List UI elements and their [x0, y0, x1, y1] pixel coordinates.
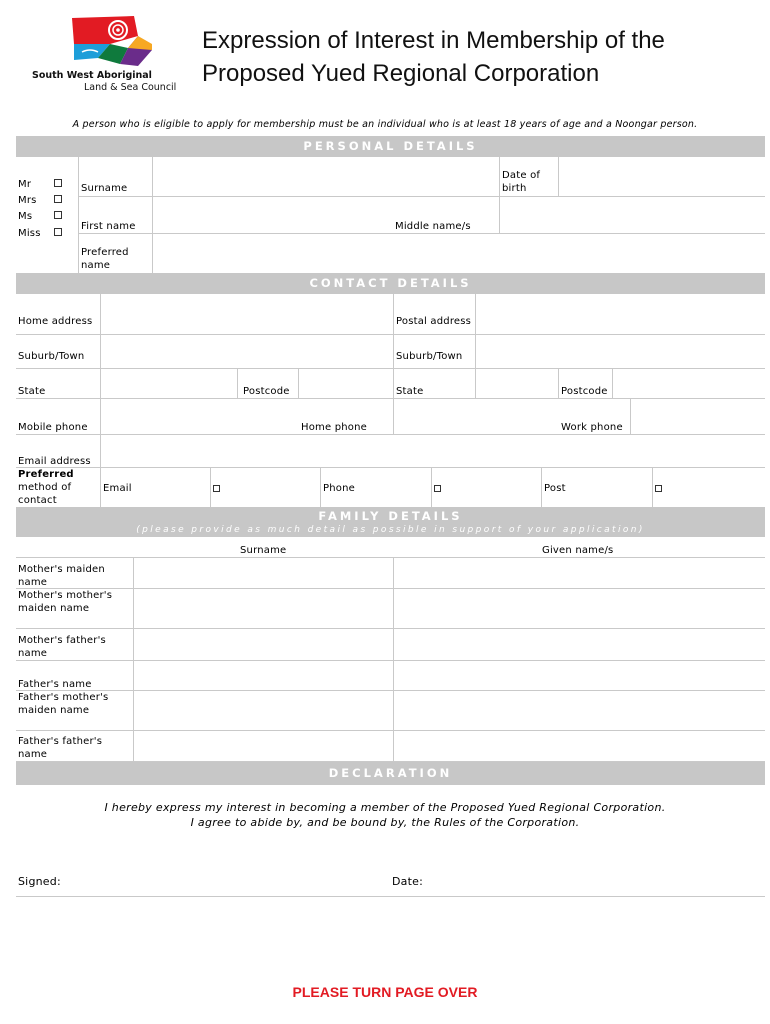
title-miss-checkbox[interactable] [54, 228, 62, 236]
family-row-label: Father's father's name [18, 736, 103, 760]
contact-details-header: CONTACT DETAILS [16, 273, 765, 294]
fathers-mother-surname-field[interactable] [134, 691, 393, 730]
fathers-name-given-field[interactable] [394, 661, 765, 690]
middle-name-label: Middle name/s [395, 221, 471, 232]
declaration-line2: I agree to abide by, and be bound by, the Rules of the Corporation. [190, 816, 580, 829]
email-address-label: Email address [18, 456, 91, 467]
method-phone-checkbox[interactable] [434, 485, 441, 492]
org-logo [28, 14, 188, 98]
preferred-contact-label-rest: method of contact [18, 482, 72, 506]
mobile-phone-label: Mobile phone [18, 422, 88, 433]
grid-line [210, 467, 211, 507]
suburb-field[interactable] [101, 335, 393, 368]
first-name-label: First name [81, 221, 136, 232]
home-phone-field[interactable] [394, 399, 558, 434]
mothers-maiden-surname-field[interactable] [134, 558, 393, 588]
dob-field[interactable] [559, 158, 765, 196]
postcode-field[interactable] [299, 369, 393, 398]
signature-line [16, 896, 765, 897]
title-ms-checkbox[interactable] [54, 211, 62, 219]
postcode-label: Postcode [243, 386, 290, 397]
family-details-title: FAMILY DETAILS [318, 509, 463, 523]
preferred-contact-label-bold: Preferred [18, 469, 74, 480]
title-mrs-label: Mrs [18, 195, 37, 206]
postal-postcode-field[interactable] [613, 369, 765, 398]
org-name-line1: South West Aboriginal [32, 70, 152, 81]
page-title-line2: Proposed Yued Regional Corporation [202, 60, 600, 87]
family-row-label: Father's mother's maiden name [18, 692, 109, 716]
home-phone-label: Home phone [301, 422, 368, 433]
org-name-line2: Land & Sea Council [84, 82, 177, 93]
title-ms-label: Ms [18, 211, 33, 222]
middle-name-field[interactable] [500, 197, 765, 233]
page-title [202, 24, 665, 90]
signed-label: Signed: [18, 875, 61, 888]
work-phone-field[interactable] [631, 399, 765, 434]
signature-field[interactable] [70, 866, 380, 894]
date-label: Date: [392, 875, 423, 888]
postal-state-field[interactable] [476, 369, 558, 398]
fathers-father-surname-field[interactable] [134, 731, 393, 761]
turn-page-notice: PLEASE TURN PAGE OVER [292, 984, 478, 1000]
home-address-field[interactable] [101, 295, 393, 334]
declaration-header: DECLARATION [16, 762, 765, 785]
method-phone-label: Phone [323, 483, 355, 494]
family-details-subtitle: (please provide as much detail as possible in support of your application) [136, 525, 645, 535]
mothers-mother-given-field[interactable] [394, 589, 765, 628]
grid-line [541, 467, 542, 507]
org-name [32, 70, 176, 94]
fathers-mother-given-field[interactable] [394, 691, 765, 730]
family-row-label: Mother's mother's maiden name [18, 590, 113, 614]
preferred-name-label: Preferred name [81, 247, 129, 271]
work-phone-label: Work phone [561, 422, 623, 433]
method-email-checkbox[interactable] [213, 485, 220, 492]
logo-mark-icon [68, 14, 188, 70]
method-post-label: Post [544, 483, 566, 494]
postal-address-field[interactable] [476, 295, 765, 334]
surname-label: Surname [81, 183, 128, 194]
family-row-label: Father's name [18, 679, 92, 690]
mothers-mother-surname-field[interactable] [134, 589, 393, 628]
fathers-father-given-field[interactable] [394, 731, 765, 761]
grid-line [652, 467, 653, 507]
eligibility-note: A person who is eligible to apply for membership must be an individual who is at least 18 years of age and a Noongar person. [72, 119, 698, 130]
family-row-label: Mother's maiden name [18, 564, 105, 588]
postal-address-label: Postal address [396, 316, 472, 327]
mothers-father-surname-field[interactable] [134, 629, 393, 660]
family-col-given-names: Given name/s [542, 545, 614, 556]
dob-label: Date of birth [502, 170, 541, 194]
personal-details-header: PERSONAL DETAILS [16, 136, 765, 157]
grid-line [320, 467, 321, 507]
method-email-label: Email [103, 483, 132, 494]
postal-suburb-field[interactable] [476, 335, 765, 368]
title-mr-label: Mr [18, 179, 32, 190]
family-row-label: Mother's father's name [18, 635, 106, 659]
postal-suburb-label: Suburb/Town [396, 351, 463, 362]
fathers-name-surname-field[interactable] [134, 661, 393, 690]
state-label: State [18, 386, 46, 397]
email-address-field[interactable] [101, 435, 765, 467]
page-title-line1: Expression of Interest in Membership of the [202, 27, 665, 54]
family-details-header [16, 507, 765, 537]
family-col-surname: Surname [240, 545, 287, 556]
surname-field[interactable] [153, 158, 499, 196]
grid-line [237, 368, 238, 398]
first-name-field[interactable] [153, 197, 393, 233]
declaration-line1: I hereby express my interest in becoming a member of the Proposed Yued Regional Corporation. [104, 801, 666, 814]
preferred-name-field[interactable] [153, 234, 765, 272]
grid-line [431, 467, 432, 507]
mobile-phone-field[interactable] [101, 399, 297, 434]
preferred-contact-label [18, 468, 98, 507]
suburb-label: Suburb/Town [18, 351, 85, 362]
title-mrs-checkbox[interactable] [54, 195, 62, 203]
mothers-maiden-given-field[interactable] [394, 558, 765, 588]
grid-line [78, 157, 79, 273]
postal-state-label: State [396, 386, 424, 397]
date-field[interactable] [430, 866, 760, 894]
grid-line [558, 368, 559, 398]
state-field[interactable] [101, 369, 237, 398]
title-mr-checkbox[interactable] [54, 179, 62, 187]
postal-postcode-label: Postcode [561, 386, 608, 397]
method-post-checkbox[interactable] [655, 485, 662, 492]
title-miss-label: Miss [18, 228, 41, 239]
mothers-father-given-field[interactable] [394, 629, 765, 660]
home-address-label: Home address [18, 316, 93, 327]
